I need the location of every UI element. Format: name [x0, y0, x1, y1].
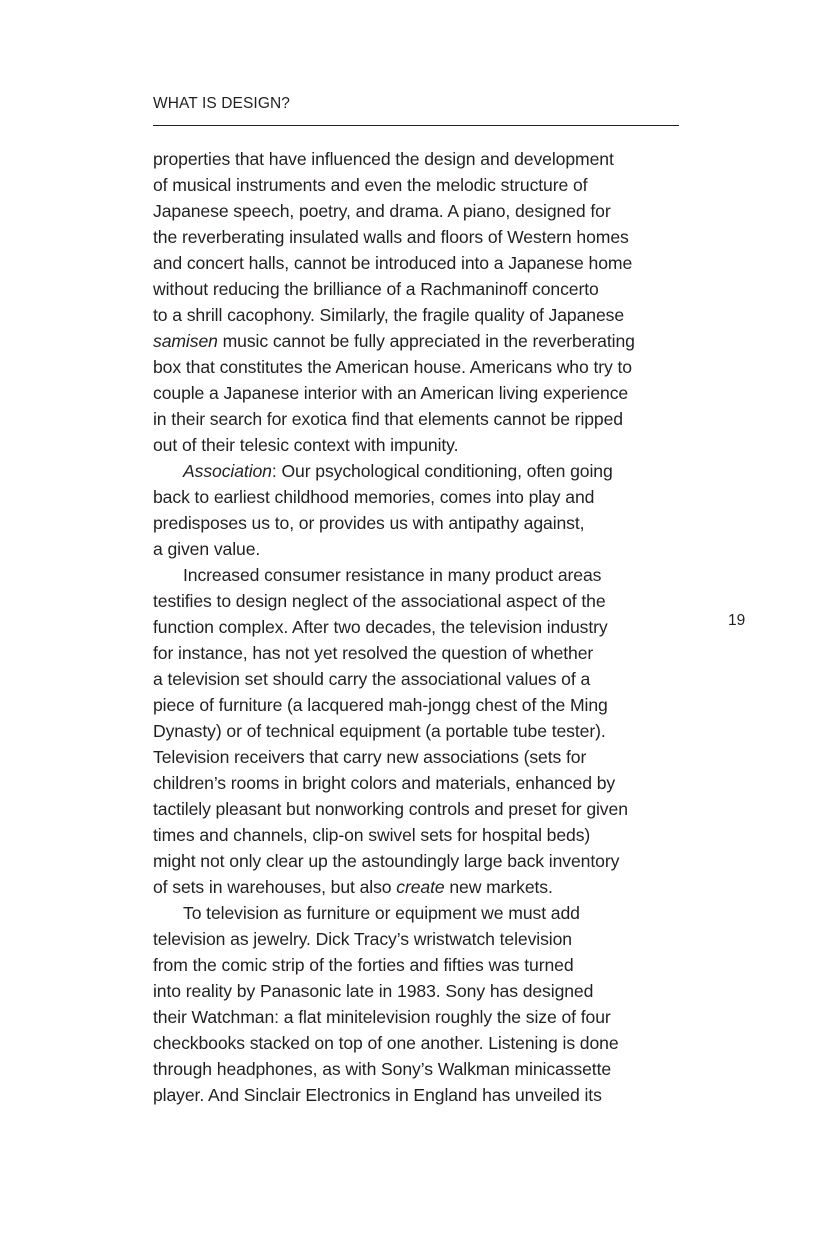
text-segment: a given value.	[153, 539, 261, 559]
text-line	[153, 1082, 693, 1108]
text-segment: : Our psychological conditioning, often going	[271, 461, 613, 481]
text-line	[153, 692, 693, 718]
text-segment: from the comic strip of the forties and fifties was turned	[153, 955, 574, 975]
text-line	[153, 588, 693, 614]
text-segment: back to earliest childhood memories, comes into play and	[153, 487, 595, 507]
page-number: 19	[728, 612, 746, 629]
text-segment: To television as furniture or equipment we must add	[183, 903, 580, 923]
text-line	[153, 380, 693, 406]
text-line	[153, 328, 693, 354]
text-line	[153, 952, 693, 978]
text-segment: might not only clear up the astoundingly large back inventory	[153, 851, 620, 871]
text-segment: the reverberating insulated walls and floors of Western homes	[153, 227, 629, 247]
text-line	[153, 1030, 693, 1056]
text-segment: Japanese speech, poetry, and drama. A piano, designed for	[153, 201, 611, 221]
text-segment: box that constitutes the American house. Americans who try to	[153, 357, 632, 377]
text-line	[153, 718, 693, 744]
text-line	[153, 302, 693, 328]
text-segment: tactilely pleasant but nonworking controls and preset for given	[153, 799, 628, 819]
text-line	[153, 926, 693, 952]
text-line	[153, 562, 693, 588]
text-segment: a television set should carry the associational values of a	[153, 669, 591, 689]
text-segment: through headphones, as with Sony’s Walkman minicassette	[153, 1059, 612, 1079]
text-segment: function complex. After two decades, the television industry	[153, 617, 608, 637]
text-line	[153, 484, 693, 510]
text-line	[153, 1056, 693, 1082]
text-line	[153, 874, 693, 900]
text-line	[153, 614, 693, 640]
text-segment: of musical instruments and even the melodic structure of	[153, 175, 588, 195]
italic-term: create	[396, 877, 445, 897]
text-line	[153, 770, 693, 796]
text-line	[153, 276, 693, 302]
text-line	[153, 848, 693, 874]
text-line	[153, 432, 693, 458]
text-line	[153, 458, 693, 484]
text-segment: checkbooks stacked on top of one another. Listening is done	[153, 1033, 619, 1053]
text-segment: couple a Japanese interior with an American living experience	[153, 383, 629, 403]
text-segment: player. And Sinclair Electronics in England has unveiled its	[153, 1085, 602, 1105]
text-segment: into reality by Panasonic late in 1983. Sony has designed	[153, 981, 594, 1001]
text-segment: of sets in warehouses, but also	[153, 877, 397, 897]
body-text	[153, 146, 693, 1108]
italic-term: samisen	[153, 331, 218, 351]
text-segment: to a shrill cacophony. Similarly, the fragile quality of Japanese	[153, 305, 625, 325]
text-line	[153, 744, 693, 770]
text-segment: children’s rooms in bright colors and materials, enhanced by	[153, 773, 616, 793]
text-segment: and concert halls, cannot be introduced into a Japanese home	[153, 253, 633, 273]
text-line	[153, 172, 693, 198]
text-segment: in their search for exotica find that elements cannot be ripped	[153, 409, 623, 429]
text-segment: testifies to design neglect of the associational aspect of the	[153, 591, 606, 611]
text-segment: without reducing the brilliance of a Rachmaninoff concerto	[153, 279, 599, 299]
text-segment: new markets.	[444, 877, 553, 897]
text-segment: Increased consumer resistance in many product areas	[183, 565, 602, 585]
text-segment: for instance, has not yet resolved the question of whether	[153, 643, 594, 663]
text-line	[153, 978, 693, 1004]
text-line	[153, 198, 693, 224]
text-line	[153, 146, 693, 172]
running-head: WHAT IS DESIGN?	[153, 95, 291, 112]
text-segment: predisposes us to, or provides us with antipathy against,	[153, 513, 585, 533]
text-line	[153, 510, 693, 536]
text-segment: music cannot be fully appreciated in the reverberating	[217, 331, 635, 351]
text-line	[153, 640, 693, 666]
text-line	[153, 822, 693, 848]
text-segment: times and channels, clip-on swivel sets for hospital beds)	[153, 825, 591, 845]
text-line	[153, 536, 693, 562]
text-line	[153, 406, 693, 432]
text-segment: out of their telesic context with impunity.	[153, 435, 459, 455]
text-line	[153, 900, 693, 926]
text-segment: their Watchman: a flat minitelevision roughly the size of four	[153, 1007, 611, 1027]
text-line	[153, 224, 693, 250]
italic-term: Association	[183, 461, 272, 481]
header-rule	[153, 125, 679, 126]
text-segment: television as jewelry. Dick Tracy’s wristwatch television	[153, 929, 572, 949]
text-segment: piece of furniture (a lacquered mah-jongg chest of the Ming	[153, 695, 608, 715]
text-segment: Television receivers that carry new associations (sets for	[153, 747, 587, 767]
text-segment: Dynasty) or of technical equipment (a portable tube tester).	[153, 721, 606, 741]
text-line	[153, 1004, 693, 1030]
text-line	[153, 250, 693, 276]
text-line	[153, 796, 693, 822]
text-line	[153, 666, 693, 692]
text-segment: properties that have influenced the design and development	[153, 149, 614, 169]
text-line	[153, 354, 693, 380]
